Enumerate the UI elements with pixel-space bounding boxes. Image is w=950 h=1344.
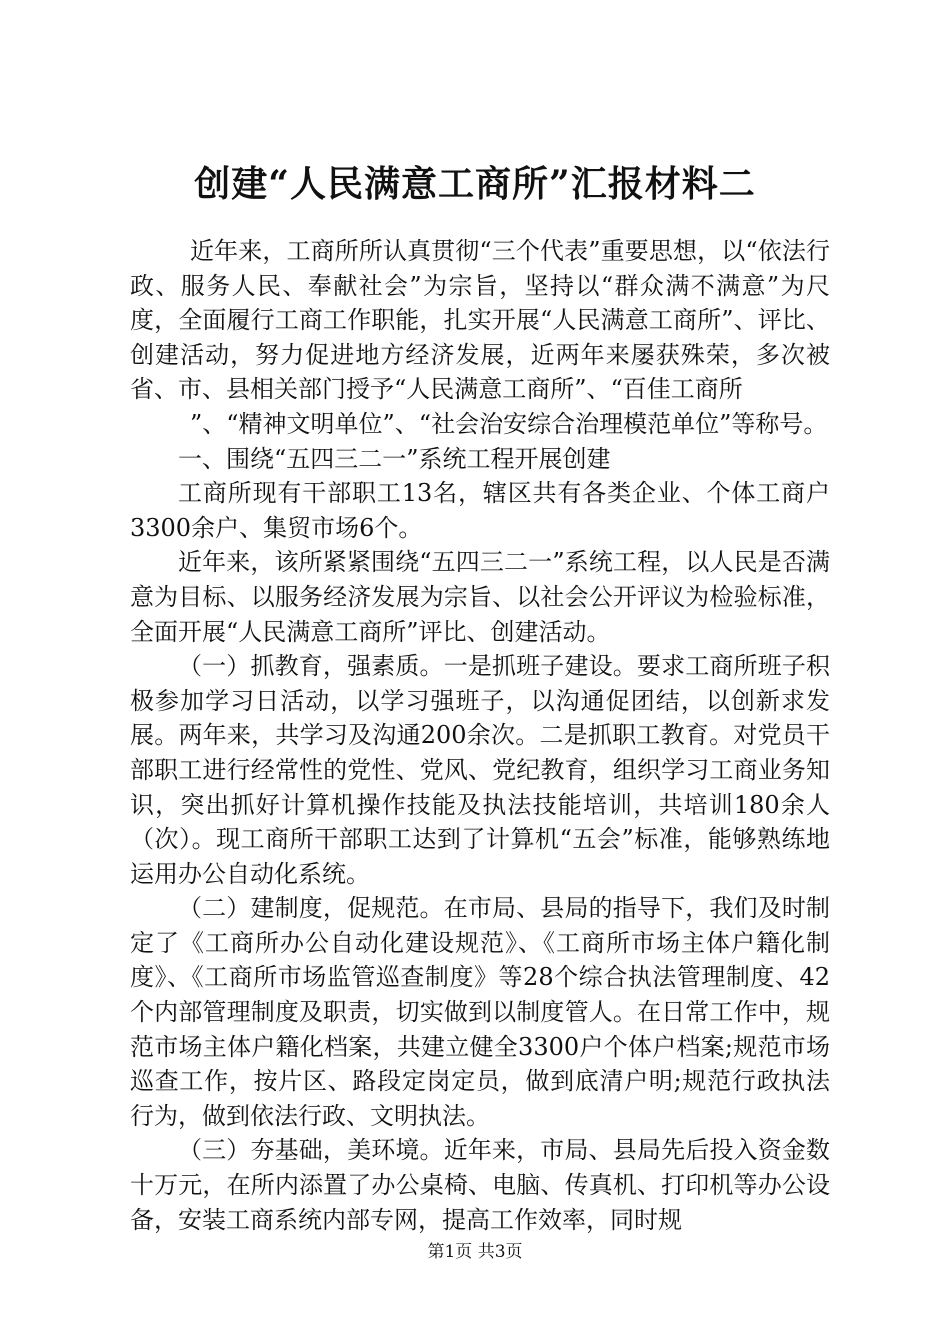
page-footer: 第1页 共3页: [427, 1242, 523, 1262]
document-body: [130, 234, 830, 1237]
paragraph-intro: 近年来，工商所所认真贯彻“三个代表”重要思想，以“依法行政、服务人民、奉献社会”为宗旨，坚持以“群众满不满意”为尺度，全面履行工商工作职能，扎实开展“人民满意工商所”、评比、创建活动，努力促进地方经济发展，近两年来屡获殊荣，多次被省、市、县相关部门授予“人民满意工商所”、“百佳工商所: [130, 237, 830, 404]
paragraph-intro-continued: ”、“精神文明单位”、“社会治安综合治理模范单位”等称号。: [190, 409, 828, 438]
paragraph-staff: 工商所现有干部职工13名，辖区共有各类企业、个体工商户3300余户、集贸市场6个。: [130, 479, 830, 542]
paragraph-foundation: （三）夯基础，美环境。近年来，市局、县局先后投入资金数十万元，在所内添置了办公桌椅、电脑、传真机、打印机等办公设备，安装工商系统内部专网，提高工作效率，同时规: [130, 1136, 830, 1234]
paragraph-education: （一）抓教育，强素质。一是抓班子建设。要求工商所班子积极参加学习日活动，以学习强班子，以沟通促团结，以创新求发展。两年来，共学习及沟通200余次。二是抓职工教育。对党员干部职工进行经常性的党性、党风、党纪教育，组织学习工商业务知识，突出抓好计算机操作技能及执法技能培训，共培训180余人（次）。现工商所干部职工达到了计算机“五会”标准，能够熟练地运用办公自动化系统。: [130, 652, 830, 888]
paragraph-overview: 近年来，该所紧紧围绕“五四三二一”系统工程，以人民是否满意为目标、以服务经济发展为宗旨、以社会公开评议为检验标准，全面开展“人民满意工商所”评比、创建活动。: [130, 548, 830, 646]
section-heading-1: 一、围绕“五四三二一”系统工程开展创建: [178, 444, 611, 473]
document-title: 创建“人民满意工商所”汇报材料二: [194, 163, 756, 205]
paragraph-regulations: （二）建制度，促规范。在市局、县局的指导下，我们及时制定了《工商所办公自动化建设规范》、《工商所市场主体户籍化制度》、《工商所市场监管巡查制度》等28个综合执法管理制度、42个内部管理制度及职责，切实做到以制度管人。在日常工作中，规范市场主体户籍化档案，共建立健全3300户个体户档案;规范市场巡查工作，按片区、路段定岗定员，做到底清户明;规范行政执法行为，做到依法行政、文明执法。: [130, 894, 830, 1130]
